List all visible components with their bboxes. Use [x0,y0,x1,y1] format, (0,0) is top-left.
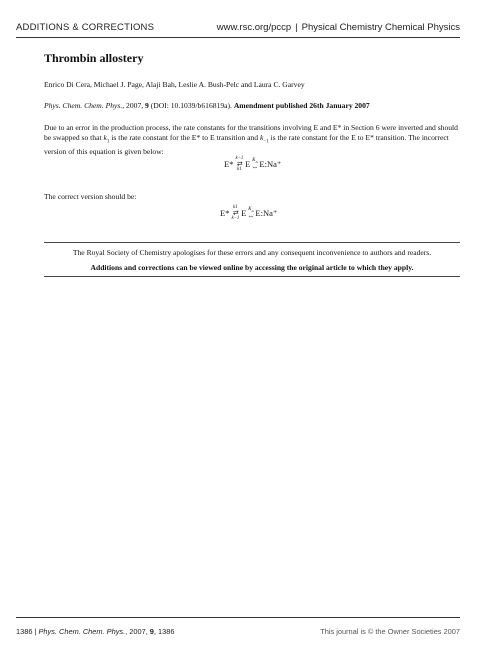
journal-header [217,22,460,33]
citation-journal: Phys. Chem. Chem. Phys. [44,101,123,110]
footer-volume: 9 [149,627,154,636]
citation-doi[interactable]: (DOI: 10.1039/b616819a). [148,101,234,110]
equation-incorrect [224,156,281,172]
citation-volume: 9 [145,101,149,110]
section-divider [44,242,460,243]
top-rate-label: k−1 [235,156,244,161]
journal-name: Physical Chemistry Chemical Physics [301,22,460,33]
rate-km1-sub: −1 [263,139,269,145]
footer-journal: Phys. Chem. Chem. Phys. [38,627,126,636]
binding-arrows [251,158,258,171]
bottom-rate-label: k−1 [231,216,240,221]
page-number: 1386 | [16,627,39,636]
correct-intro: The correct version should be: [44,192,137,201]
footer-year: , 2007, [125,627,150,636]
rate-km1: k [259,132,264,142]
equation-correct [220,205,277,221]
citation-year: , 2007, [122,101,146,110]
header-separator: | [295,22,298,33]
binding-constant: $K_A$ [248,206,254,213]
equilibrium-arrow-icon: ⇄ [232,209,238,217]
paragraph-text: is the rate constant for the E to E* transition. The incorrect version of this equation is given below: [44,132,449,156]
article-title: Thrombin allostery [44,51,144,65]
eq-middle-species: E [241,208,247,218]
citation [44,101,370,110]
author-list: Enrico Di Cera, Michael J. Page, Alaji Bah, Leslie A. Bush-Pelc and Laura C. Garvey [44,80,305,89]
eq-right-species: E:Na⁺ [255,207,278,218]
section-label: ADDITIONS & CORRECTIONS [16,22,155,33]
paragraph-text: is the rate constant for the E* to E transition and [109,132,260,142]
apology-note: The Royal Society of Chemistry apologises for these errors and any consequent inconvenience to authors and readers. [72,248,432,257]
footer-rule [16,617,460,618]
eq-left-species: E* [220,208,230,218]
binding-arrows [247,207,254,220]
binding-arrow-icon: ⇔ [247,212,255,221]
eq-middle-species: E [245,159,251,169]
equilibrium-arrows [231,205,239,221]
header-rule [16,37,460,38]
binding-constant: $K_A$ [252,157,258,164]
rate-k1: k [103,132,107,142]
correction-paragraph [44,123,462,156]
journal-url-link[interactable]: www.rsc.org/pccp [216,22,292,33]
equilibrium-arrow-icon: ⇄ [236,160,242,168]
section-divider [44,276,460,277]
rate-k1-sub: 1 [106,139,110,145]
binding-arrow-icon: ⇔ [251,163,259,172]
eq-left-species: E* [224,159,234,169]
bottom-rate-label: k1 [237,167,242,172]
footer-citation [16,627,174,636]
online-note: Additions and corrections can be viewed online by accessing the original article to which they apply. [90,263,414,272]
footer-pages: , 1386 [153,627,175,636]
paragraph-text: Due to an error in the production process, the rate constants for the transitions involving E and E* in Section 6 were inverted and should be swapped so that [44,123,458,142]
equilibrium-arrows [235,156,243,172]
copyright-notice: This journal is © the Owner Societies 2007 [320,627,460,636]
eq-right-species: E:Na⁺ [259,158,282,169]
top-rate-label: k1 [233,205,238,210]
amendment-date: Amendment published 26th January 2007 [233,101,370,110]
